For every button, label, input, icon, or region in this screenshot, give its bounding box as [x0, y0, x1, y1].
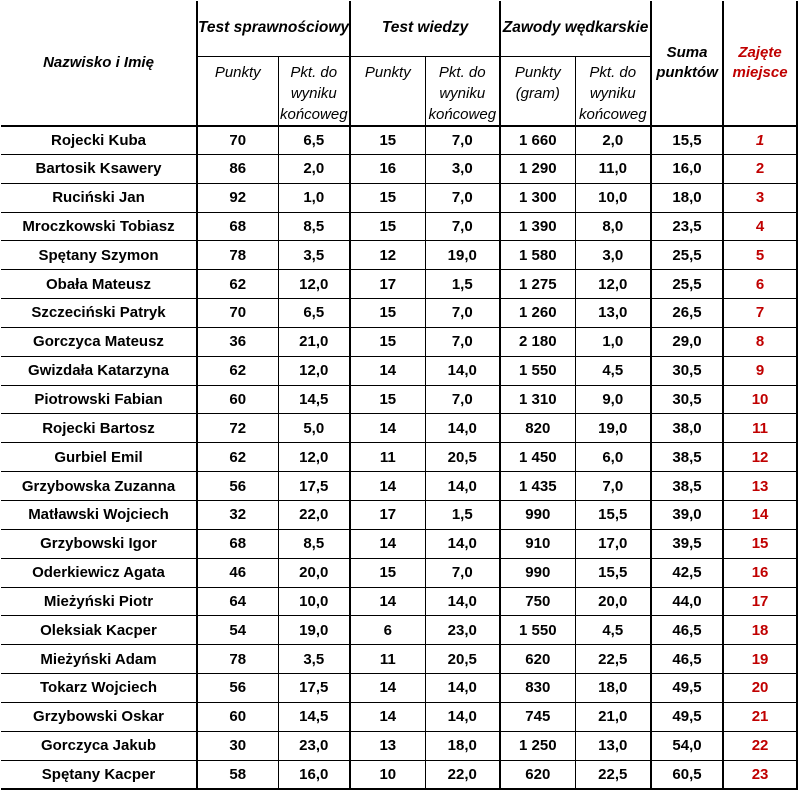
total-points-cell: 38,5 — [651, 443, 723, 472]
name-cell: Mieżyński Adam — [1, 645, 197, 674]
place-cell: 21 — [723, 702, 797, 731]
place-cell: 22 — [723, 731, 797, 760]
table-row — [1, 472, 797, 501]
knowledge-final-points-cell: 14,0 — [425, 702, 500, 731]
table-row — [1, 327, 797, 356]
fishing-grams-cell: 990 — [500, 500, 575, 529]
fitness-final-points-cell: 20,0 — [278, 558, 350, 587]
total-points-cell: 38,5 — [651, 472, 723, 501]
fitness-final-points-cell: 22,0 — [278, 500, 350, 529]
table-row — [1, 645, 797, 674]
knowledge-final-points-cell: 7,0 — [425, 385, 500, 414]
fitness-points-cell: 36 — [197, 327, 278, 356]
fitness-final-points-cell: 3,5 — [278, 241, 350, 270]
knowledge-points-cell: 15 — [350, 385, 425, 414]
fishing-final-points-cell: 7,0 — [575, 472, 651, 501]
fishing-grams-cell: 1 580 — [500, 241, 575, 270]
total-points-cell: 30,5 — [651, 385, 723, 414]
fitness-points-cell: 92 — [197, 183, 278, 212]
fishing-final-points-cell: 10,0 — [575, 183, 651, 212]
table-row — [1, 674, 797, 703]
place-cell: 8 — [723, 327, 797, 356]
fishing-final-points-cell: 12,0 — [575, 270, 651, 299]
table-row — [1, 299, 797, 328]
fishing-final-points-cell: 4,5 — [575, 356, 651, 385]
column-header-knowledge-points: Punkty — [350, 56, 425, 126]
name-cell: Matławski Wojciech — [1, 500, 197, 529]
table-row — [1, 558, 797, 587]
fishing-final-points-cell: 19,0 — [575, 414, 651, 443]
fishing-grams-cell: 990 — [500, 558, 575, 587]
fitness-final-points-cell: 8,5 — [278, 529, 350, 558]
knowledge-points-cell: 15 — [350, 327, 425, 356]
place-cell: 11 — [723, 414, 797, 443]
fitness-points-cell: 70 — [197, 126, 278, 155]
fishing-final-points-cell: 18,0 — [575, 674, 651, 703]
fishing-grams-cell: 830 — [500, 674, 575, 703]
fishing-grams-cell: 1 290 — [500, 154, 575, 183]
fitness-points-cell: 62 — [197, 270, 278, 299]
table-row — [1, 414, 797, 443]
fishing-final-points-cell: 1,0 — [575, 327, 651, 356]
fitness-final-points-cell: 16,0 — [278, 760, 350, 789]
total-points-cell: 29,0 — [651, 327, 723, 356]
column-group-fishing-contest: Zawody wędkarskie — [500, 1, 651, 56]
total-points-cell: 49,5 — [651, 674, 723, 703]
fitness-points-cell: 86 — [197, 154, 278, 183]
knowledge-points-cell: 15 — [350, 126, 425, 155]
fitness-points-cell: 72 — [197, 414, 278, 443]
place-cell: 18 — [723, 616, 797, 645]
knowledge-points-cell: 11 — [350, 645, 425, 674]
fishing-grams-cell: 745 — [500, 702, 575, 731]
place-cell: 5 — [723, 241, 797, 270]
total-points-cell: 15,5 — [651, 126, 723, 155]
name-cell: Szczeciński Patryk — [1, 299, 197, 328]
fitness-points-cell: 32 — [197, 500, 278, 529]
fishing-final-points-cell: 6,0 — [575, 443, 651, 472]
fitness-final-points-cell: 10,0 — [278, 587, 350, 616]
column-header-fishing-grams: Punkty (gram) — [500, 56, 575, 126]
total-points-cell: 39,5 — [651, 529, 723, 558]
total-points-cell: 44,0 — [651, 587, 723, 616]
total-points-cell: 49,5 — [651, 702, 723, 731]
knowledge-points-cell: 12 — [350, 241, 425, 270]
fishing-grams-cell: 750 — [500, 587, 575, 616]
fitness-points-cell: 60 — [197, 702, 278, 731]
table-row — [1, 702, 797, 731]
knowledge-final-points-cell: 20,5 — [425, 443, 500, 472]
column-header-fitness-points: Punkty — [197, 56, 278, 126]
name-cell: Grzybowski Igor — [1, 529, 197, 558]
fitness-final-points-cell: 2,0 — [278, 154, 350, 183]
table-row — [1, 183, 797, 212]
knowledge-points-cell: 14 — [350, 674, 425, 703]
name-cell: Mieżyński Piotr — [1, 587, 197, 616]
fishing-grams-cell: 1 310 — [500, 385, 575, 414]
knowledge-final-points-cell: 14,0 — [425, 529, 500, 558]
column-header-fishing-final-points: Pkt. do wyniku końcoweg — [575, 56, 651, 126]
name-cell: Gorczyca Mateusz — [1, 327, 197, 356]
knowledge-final-points-cell: 7,0 — [425, 212, 500, 241]
table-row — [1, 356, 797, 385]
table-row — [1, 241, 797, 270]
fitness-points-cell: 68 — [197, 212, 278, 241]
knowledge-final-points-cell: 7,0 — [425, 327, 500, 356]
name-cell: Spętany Szymon — [1, 241, 197, 270]
fishing-final-points-cell: 15,5 — [575, 500, 651, 529]
knowledge-points-cell: 14 — [350, 587, 425, 616]
fitness-points-cell: 56 — [197, 674, 278, 703]
total-points-cell: 23,5 — [651, 212, 723, 241]
table-row — [1, 443, 797, 472]
place-cell: 10 — [723, 385, 797, 414]
total-points-cell: 26,5 — [651, 299, 723, 328]
total-points-cell: 46,5 — [651, 616, 723, 645]
name-cell: Oderkiewicz Agata — [1, 558, 197, 587]
table-row — [1, 385, 797, 414]
total-points-cell: 42,5 — [651, 558, 723, 587]
fishing-grams-cell: 1 550 — [500, 356, 575, 385]
place-cell: 19 — [723, 645, 797, 674]
knowledge-final-points-cell: 23,0 — [425, 616, 500, 645]
knowledge-final-points-cell: 19,0 — [425, 241, 500, 270]
place-cell: 13 — [723, 472, 797, 501]
knowledge-points-cell: 15 — [350, 212, 425, 241]
fishing-grams-cell: 620 — [500, 760, 575, 789]
total-points-cell: 25,5 — [651, 270, 723, 299]
table-row — [1, 529, 797, 558]
fitness-final-points-cell: 12,0 — [278, 270, 350, 299]
total-points-cell: 25,5 — [651, 241, 723, 270]
fitness-points-cell: 78 — [197, 241, 278, 270]
knowledge-points-cell: 14 — [350, 529, 425, 558]
name-cell: Obała Mateusz — [1, 270, 197, 299]
fishing-grams-cell: 1 550 — [500, 616, 575, 645]
fishing-grams-cell: 1 250 — [500, 731, 575, 760]
fitness-final-points-cell: 6,5 — [278, 299, 350, 328]
fishing-final-points-cell: 22,5 — [575, 760, 651, 789]
fishing-final-points-cell: 15,5 — [575, 558, 651, 587]
table-row — [1, 270, 797, 299]
knowledge-final-points-cell: 14,0 — [425, 674, 500, 703]
fitness-final-points-cell: 6,5 — [278, 126, 350, 155]
name-cell: Grzybowska Zuzanna — [1, 472, 197, 501]
fitness-final-points-cell: 12,0 — [278, 356, 350, 385]
knowledge-final-points-cell: 18,0 — [425, 731, 500, 760]
results-table — [1, 1, 798, 790]
fishing-grams-cell: 1 260 — [500, 299, 575, 328]
place-cell: 1 — [723, 126, 797, 155]
knowledge-final-points-cell: 14,0 — [425, 472, 500, 501]
knowledge-final-points-cell: 14,0 — [425, 414, 500, 443]
fishing-final-points-cell: 17,0 — [575, 529, 651, 558]
table-row — [1, 587, 797, 616]
name-cell: Rojecki Bartosz — [1, 414, 197, 443]
fitness-final-points-cell: 3,5 — [278, 645, 350, 674]
knowledge-points-cell: 14 — [350, 702, 425, 731]
fishing-final-points-cell: 20,0 — [575, 587, 651, 616]
table-row — [1, 731, 797, 760]
fishing-final-points-cell: 13,0 — [575, 731, 651, 760]
fitness-points-cell: 60 — [197, 385, 278, 414]
fishing-final-points-cell: 3,0 — [575, 241, 651, 270]
fitness-final-points-cell: 14,5 — [278, 385, 350, 414]
fishing-grams-cell: 1 450 — [500, 443, 575, 472]
fishing-final-points-cell: 8,0 — [575, 212, 651, 241]
fitness-final-points-cell: 17,5 — [278, 472, 350, 501]
knowledge-final-points-cell: 7,0 — [425, 126, 500, 155]
knowledge-points-cell: 15 — [350, 183, 425, 212]
place-cell: 4 — [723, 212, 797, 241]
total-points-cell: 54,0 — [651, 731, 723, 760]
fishing-final-points-cell: 9,0 — [575, 385, 651, 414]
table-row — [1, 126, 797, 155]
fishing-grams-cell: 1 660 — [500, 126, 575, 155]
knowledge-points-cell: 11 — [350, 443, 425, 472]
knowledge-points-cell: 17 — [350, 270, 425, 299]
knowledge-final-points-cell: 20,5 — [425, 645, 500, 674]
fitness-final-points-cell: 21,0 — [278, 327, 350, 356]
place-cell: 14 — [723, 500, 797, 529]
column-header-name: Nazwisko i Imię — [1, 1, 197, 126]
name-cell: Tokarz Wojciech — [1, 674, 197, 703]
fishing-grams-cell: 1 390 — [500, 212, 575, 241]
fitness-final-points-cell: 14,5 — [278, 702, 350, 731]
place-cell: 12 — [723, 443, 797, 472]
fitness-final-points-cell: 8,5 — [278, 212, 350, 241]
column-group-knowledge-test: Test wiedzy — [350, 1, 500, 56]
total-points-cell: 46,5 — [651, 645, 723, 674]
fitness-points-cell: 58 — [197, 760, 278, 789]
fitness-points-cell: 70 — [197, 299, 278, 328]
fitness-final-points-cell: 5,0 — [278, 414, 350, 443]
name-cell: Gwizdała Katarzyna — [1, 356, 197, 385]
knowledge-final-points-cell: 14,0 — [425, 356, 500, 385]
fishing-final-points-cell: 22,5 — [575, 645, 651, 674]
fishing-grams-cell: 910 — [500, 529, 575, 558]
total-points-cell: 30,5 — [651, 356, 723, 385]
knowledge-points-cell: 14 — [350, 356, 425, 385]
knowledge-final-points-cell: 1,5 — [425, 500, 500, 529]
knowledge-points-cell: 15 — [350, 558, 425, 587]
knowledge-final-points-cell: 1,5 — [425, 270, 500, 299]
knowledge-final-points-cell: 22,0 — [425, 760, 500, 789]
fishing-final-points-cell: 2,0 — [575, 126, 651, 155]
fitness-points-cell: 30 — [197, 731, 278, 760]
knowledge-points-cell: 10 — [350, 760, 425, 789]
total-points-cell: 39,0 — [651, 500, 723, 529]
fishing-final-points-cell: 11,0 — [575, 154, 651, 183]
place-cell: 3 — [723, 183, 797, 212]
name-cell: Oleksiak Kacper — [1, 616, 197, 645]
name-cell: Ruciński Jan — [1, 183, 197, 212]
fishing-grams-cell: 820 — [500, 414, 575, 443]
fitness-points-cell: 62 — [197, 356, 278, 385]
fishing-grams-cell: 2 180 — [500, 327, 575, 356]
knowledge-final-points-cell: 3,0 — [425, 154, 500, 183]
knowledge-points-cell: 13 — [350, 731, 425, 760]
place-cell: 9 — [723, 356, 797, 385]
fishing-final-points-cell: 4,5 — [575, 616, 651, 645]
knowledge-final-points-cell: 7,0 — [425, 558, 500, 587]
table-body — [1, 126, 797, 789]
table-row — [1, 616, 797, 645]
column-header-total: Suma punktów — [651, 1, 723, 126]
knowledge-final-points-cell: 14,0 — [425, 587, 500, 616]
fitness-final-points-cell: 17,5 — [278, 674, 350, 703]
name-cell: Mroczkowski Tobiasz — [1, 212, 197, 241]
fitness-final-points-cell: 12,0 — [278, 443, 350, 472]
fishing-grams-cell: 1 300 — [500, 183, 575, 212]
column-header-fitness-final-points: Pkt. do wyniku końcoweg — [278, 56, 350, 126]
knowledge-points-cell: 6 — [350, 616, 425, 645]
total-points-cell: 16,0 — [651, 154, 723, 183]
place-cell: 17 — [723, 587, 797, 616]
place-cell: 16 — [723, 558, 797, 587]
place-cell: 6 — [723, 270, 797, 299]
fishing-final-points-cell: 21,0 — [575, 702, 651, 731]
name-cell: Piotrowski Fabian — [1, 385, 197, 414]
name-cell: Gorczyca Jakub — [1, 731, 197, 760]
fitness-points-cell: 68 — [197, 529, 278, 558]
knowledge-points-cell: 14 — [350, 414, 425, 443]
place-cell: 2 — [723, 154, 797, 183]
table-row — [1, 154, 797, 183]
place-cell: 23 — [723, 760, 797, 789]
knowledge-final-points-cell: 7,0 — [425, 183, 500, 212]
table-header — [1, 1, 797, 126]
column-group-fitness-test: Test sprawnościowy — [197, 1, 350, 56]
name-cell: Spętany Kacper — [1, 760, 197, 789]
fishing-final-points-cell: 13,0 — [575, 299, 651, 328]
knowledge-points-cell: 15 — [350, 299, 425, 328]
column-header-knowledge-final-points: Pkt. do wyniku końcoweg — [425, 56, 500, 126]
fitness-points-cell: 62 — [197, 443, 278, 472]
place-cell: 7 — [723, 299, 797, 328]
table-row — [1, 500, 797, 529]
column-header-place: Zajęte miejsce — [723, 1, 797, 126]
table-row — [1, 212, 797, 241]
fitness-final-points-cell: 19,0 — [278, 616, 350, 645]
group-header-row — [1, 1, 797, 56]
fitness-final-points-cell: 23,0 — [278, 731, 350, 760]
fitness-points-cell: 46 — [197, 558, 278, 587]
fitness-final-points-cell: 1,0 — [278, 183, 350, 212]
fitness-points-cell: 78 — [197, 645, 278, 674]
total-points-cell: 60,5 — [651, 760, 723, 789]
total-points-cell: 18,0 — [651, 183, 723, 212]
fitness-points-cell: 56 — [197, 472, 278, 501]
place-cell: 20 — [723, 674, 797, 703]
name-cell: Gurbiel Emil — [1, 443, 197, 472]
fishing-grams-cell: 620 — [500, 645, 575, 674]
name-cell: Rojecki Kuba — [1, 126, 197, 155]
total-points-cell: 38,0 — [651, 414, 723, 443]
fitness-points-cell: 54 — [197, 616, 278, 645]
place-cell: 15 — [723, 529, 797, 558]
knowledge-final-points-cell: 7,0 — [425, 299, 500, 328]
name-cell: Bartosik Ksawery — [1, 154, 197, 183]
knowledge-points-cell: 17 — [350, 500, 425, 529]
knowledge-points-cell: 16 — [350, 154, 425, 183]
fitness-points-cell: 64 — [197, 587, 278, 616]
knowledge-points-cell: 14 — [350, 472, 425, 501]
fishing-grams-cell: 1 275 — [500, 270, 575, 299]
name-cell: Grzybowski Oskar — [1, 702, 197, 731]
fishing-grams-cell: 1 435 — [500, 472, 575, 501]
